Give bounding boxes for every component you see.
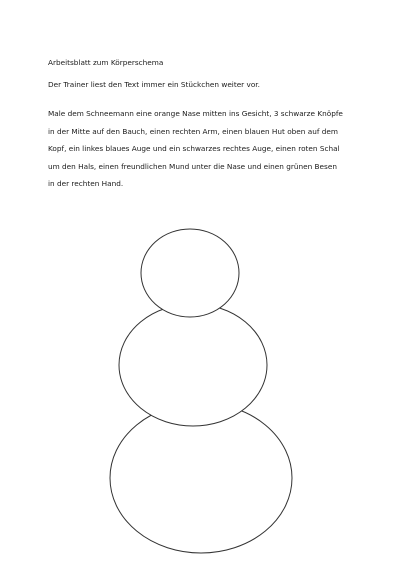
worksheet-intro: Der Trainer liest den Text immer ein Stückchen weiter vor. (48, 80, 260, 89)
worksheet-title: Arbeitsblatt zum Körperschema (48, 58, 164, 67)
instruction-line: Kopf, ein linkes blaues Auge und ein schwarzes rechtes Auge, einen roten Schal (48, 144, 340, 153)
instruction-line: in der Mitte auf den Bauch, einen rechten Arm, einen blauen Hut oben auf dem (48, 126, 338, 136)
instruction-line: Male dem Schneemann eine orange Nase mitten ins Gesicht, 3 schwarze Knöpfe (48, 109, 343, 118)
instruction-line: in der rechten Hand. (48, 179, 124, 188)
instruction-line: um den Hals, einen freundlichen Mund unter die Nase und einen grünen Besen (48, 161, 337, 171)
snowman-head-circle (141, 229, 239, 317)
snowman-middle-circle (119, 304, 267, 426)
